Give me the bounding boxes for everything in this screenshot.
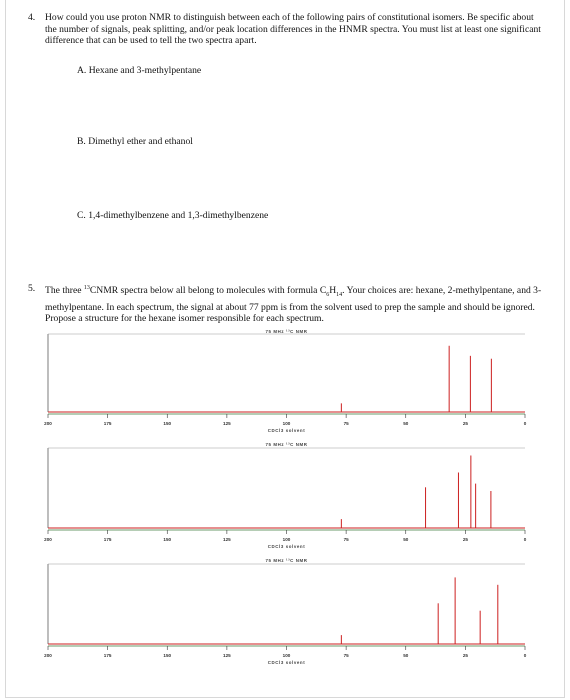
x-tick-label: 50	[403, 537, 409, 542]
x-tick-label: 50	[403, 653, 409, 658]
x-tick-label: 200	[44, 653, 52, 658]
spectrum-2	[40, 440, 535, 552]
part-b-label: B.	[77, 136, 86, 147]
x-tick-label: 100	[282, 653, 291, 658]
x-tick-label: 75	[343, 421, 349, 426]
part-a-label: A.	[77, 65, 87, 76]
question-5-text	[45, 283, 545, 325]
x-tick-label: 100	[282, 537, 291, 542]
spectrum-1-plot	[40, 328, 535, 436]
part-a-text: Hexane and 3-methylpentane	[88, 65, 202, 76]
x-tick-label: 0	[523, 653, 527, 658]
x-tick-label: 150	[163, 421, 172, 426]
x-tick-label: 100	[282, 421, 291, 426]
q5-text-part: H	[329, 285, 337, 297]
part-c-label: C.	[77, 210, 86, 221]
question-4-part-b	[77, 136, 193, 148]
q5-text-part: CNMR spectra below all belong to molecules with formula C	[89, 285, 327, 297]
x-tick-label: 0	[523, 421, 527, 426]
x-tick-label: 25	[462, 537, 468, 542]
x-tick-label: 0	[523, 537, 527, 542]
x-tick-label: 200	[44, 421, 52, 426]
q5-text-part: . Your choices are: hexane, 2-methylpentane, and 3-methylpentane. In each spectrum, the signal at about 77 ppm is from the solvent used to prep the sample and should be ignored. Propose a structure for the hexane isomer responsible for each spectrum.	[45, 285, 542, 325]
x-tick-label: 50	[403, 421, 409, 426]
x-tick-label: 150	[163, 537, 172, 542]
q5-text-part: The three	[45, 285, 84, 297]
spectrum-3-plot	[40, 556, 535, 668]
part-c-text: 1,4-dimethylbenzene and 1,3-dimethylbenzene	[88, 210, 269, 221]
question-4-part-c	[77, 210, 268, 222]
x-tick-label: 150	[163, 653, 172, 658]
x-tick-label: 125	[223, 537, 231, 542]
x-tick-label: 75	[343, 653, 349, 658]
question-4-part-a	[77, 65, 201, 77]
x-tick-label: 200	[44, 537, 52, 542]
part-b-text: Dimethyl ether and ethanol	[88, 136, 193, 147]
x-tick-label: 25	[462, 653, 468, 658]
q5-sub: 14	[336, 292, 343, 299]
spectrum-2-plot	[40, 440, 535, 552]
x-tick-label: 125	[223, 421, 231, 426]
spectrum-header: 75 MHz ¹³C NMR	[265, 442, 308, 447]
x-tick-label: 175	[103, 653, 112, 658]
spectrum-3	[40, 556, 535, 668]
question-5-number: 5.	[28, 283, 36, 294]
x-tick-label: 25	[462, 421, 468, 426]
spectrum-header: 75 MHz ¹³C NMR	[265, 329, 308, 334]
question-4-text: How could you use proton NMR to distinguish between each of the following pairs of constitutional isomers. Be specific about the number of signals, peak splitting, and/or peak location differences in the HNMR spectra. You must list at least one significant difference that can be used to tell the two spectra apart.	[45, 12, 541, 46]
x-tick-label: 175	[103, 537, 112, 542]
q5-sub: 6	[326, 292, 330, 299]
spectrum-1	[40, 328, 535, 436]
spectrum-footer: CDCl3 solvent	[267, 544, 306, 549]
x-tick-label: 75	[343, 537, 349, 542]
q5-sup: 13	[83, 285, 90, 291]
spectrum-footer: CDCl3 solvent	[267, 428, 306, 433]
x-tick-label: 125	[223, 653, 231, 658]
spectrum-footer: CDCl3 solvent	[267, 660, 306, 665]
spectrum-header: 75 MHz ¹³C NMR	[265, 558, 308, 563]
question-4-number: 4.	[28, 12, 36, 23]
x-tick-label: 175	[103, 421, 112, 426]
